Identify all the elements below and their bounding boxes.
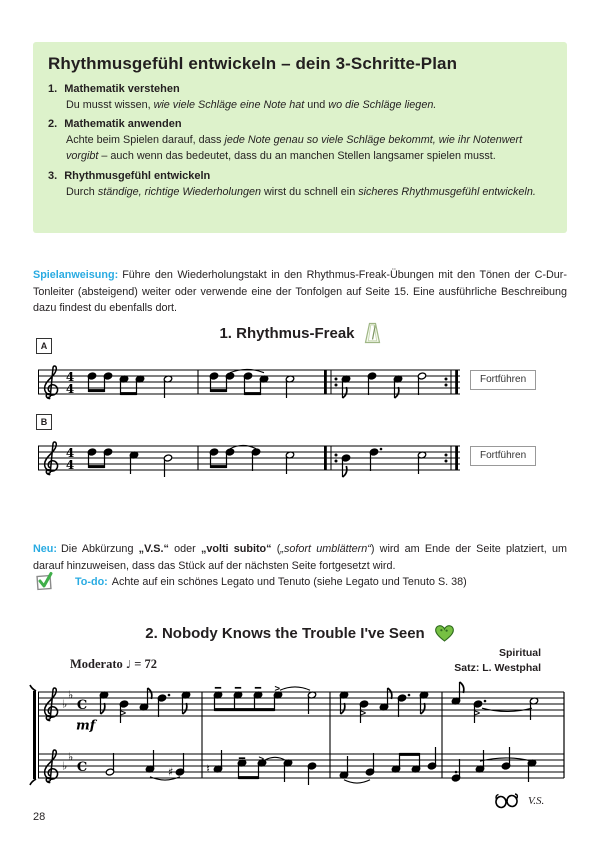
section-label-b: B <box>36 414 52 430</box>
svg-text:mf: mf <box>76 718 96 734</box>
instruction-paragraph <box>33 267 567 317</box>
step-heading: Rhythmusgefühl entwickeln <box>64 169 211 182</box>
step-number: 2. <box>48 118 58 131</box>
todo-text: Achte auf ein schönes Legato und Tenuto (siehe Legato und Tenuto S. 38) <box>111 576 467 588</box>
page-number: 28 <box>33 811 46 823</box>
checkbox-check-icon <box>36 571 58 591</box>
svg-text:C: C <box>76 698 88 713</box>
step-heading: Mathematik anwenden <box>64 118 182 131</box>
plan-title: Rhythmusgefühl entwickeln – dein 3-Schritte-Plan <box>48 54 458 73</box>
svg-text:C: C <box>76 760 88 775</box>
staff-a <box>34 356 464 412</box>
svg-text:4: 4 <box>65 458 75 472</box>
plan-step <box>48 118 552 164</box>
instruction-label: Spielanweisung: <box>33 268 119 281</box>
step-body: Du musst wissen, wie viele Schläge eine Note hat und wo die Schläge liegen. <box>66 99 437 111</box>
volti-subito-mark: V.S. <box>528 795 545 807</box>
step-body: Achte beim Spielen darauf, dass jede Note genau so viele Schläge bekommt, wie ihr Notenwert vorgibt – auch wenn das bedeutet, dass du an manchen Stellen langsamer spielen musst. <box>66 134 523 163</box>
eyeglasses-icon <box>492 791 522 809</box>
section-label-a: A <box>36 338 52 354</box>
step-body: Durch ständige, richtige Wiederholungen wirst du schnell ein sicheres Rhythmusgefühl entwickeln. <box>66 185 536 198</box>
plan-info-box <box>33 42 567 233</box>
tempo-word: Moderato <box>70 657 123 671</box>
tempo-value: = 72 <box>134 657 157 671</box>
todo-label: To-do: <box>75 576 108 588</box>
system-bracket-tip-bottom <box>30 779 36 785</box>
svg-text:♭: ♭ <box>62 697 68 711</box>
step-number: 1. <box>48 83 58 95</box>
staff-b <box>34 432 464 488</box>
instruction-text: Führe den Wiederholungstakt in den Rhythmus-Freak-Übungen mit den Tönen der C-Dur-Tonleiter (absteigend) weiter oder verwende eine der Tonfolgen auf Seite 15. Eine ausführliche Beschreibung dazu findest du ebenfalls dort. <box>33 268 567 315</box>
metronome-icon <box>364 322 381 344</box>
piece2-heading <box>0 624 600 643</box>
svg-text:♭: ♭ <box>68 688 74 702</box>
piece1-heading <box>0 322 600 344</box>
credit-style: Spiritual <box>498 647 541 659</box>
plan-step <box>48 83 552 113</box>
svg-text:♭: ♭ <box>62 759 68 773</box>
tempo-marking <box>70 657 157 672</box>
piece2-system <box>26 676 574 806</box>
neu-text: Die Abkürzung „V.S.“ oder „volti subito“ („sofort umblättern“) wird am Ende der Seite platziert, um darauf hinzuweisen, dass das Stück auf der nächsten Seite fortgesetzt wird. <box>33 542 567 572</box>
system-bracket-tip-top <box>30 685 36 691</box>
credit-arranger: Satz: L. Westphal <box>454 661 541 674</box>
svg-text:>: > <box>274 683 281 695</box>
svg-text:>: > <box>360 708 367 719</box>
svg-text:>: > <box>258 753 265 765</box>
svg-text:4: 4 <box>65 382 75 396</box>
svg-text:♯: ♯ <box>168 765 174 779</box>
todo-row <box>36 571 560 601</box>
heart-icon <box>434 624 455 643</box>
step-heading: Mathematik verstehen <box>64 83 180 95</box>
neu-label: Neu: <box>33 542 57 555</box>
step-number: 3. <box>48 169 58 182</box>
piece1-title: 1. Rhythmus-Freak <box>219 324 355 342</box>
svg-text:♭: ♭ <box>68 750 74 764</box>
svg-text:4: 4 <box>65 446 75 460</box>
neu-paragraph <box>33 541 567 574</box>
piece2-title: 2. Nobody Knows the Trouble I've Seen <box>145 625 425 642</box>
svg-text:♮: ♮ <box>206 762 210 776</box>
svg-text:4: 4 <box>65 370 75 384</box>
plan-step <box>48 170 552 200</box>
fortfuehren-button-a[interactable]: Fortführen <box>470 370 536 390</box>
system-bracket <box>33 691 36 779</box>
svg-text:>: > <box>474 708 481 719</box>
quarter-note-glyph: ♩ <box>125 658 132 671</box>
svg-text:>: > <box>120 708 127 719</box>
fortfuehren-button-b[interactable]: Fortführen <box>470 446 536 466</box>
